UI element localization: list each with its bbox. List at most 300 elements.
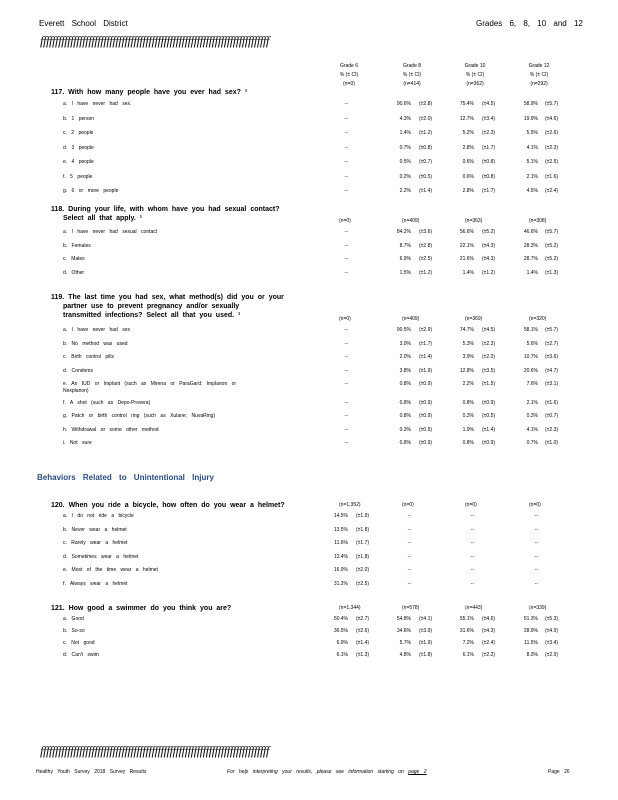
table-row [0,188,618,197]
column-2-n: (n=414) [403,81,421,87]
column-2-grade: Grade 8 [402,63,422,69]
cell-percent: 19.9% [523,115,538,122]
cell-percent: 2.8% [462,188,474,194]
table-row [0,652,618,661]
row-label: c. Not good [63,640,95,646]
cell-percent: 1.9% [462,426,474,433]
table-row [0,256,618,265]
row-label: f. Always wear a helmet [63,580,128,587]
cell-ci: (±2.7) [545,340,559,347]
cell-ci: (±2.3) [545,144,559,151]
table-row [0,381,618,394]
table-row [0,243,618,252]
cell-ci: (±5.2) [482,229,496,235]
cell-percent: 3.9% [462,354,474,360]
cell-percent: -- [344,229,348,235]
cell-percent: 28.9% [523,628,538,634]
cell-ci: (±1.7) [482,188,496,194]
row-label: d. Other [63,269,85,276]
grades-label: Grades 6, 8, 10 and 12 [476,19,583,28]
cell-percent: -- [344,115,348,122]
row-label: a. I have never had sex [63,327,130,333]
q119-question-line: 119. The last time you had sex, what method(s) did you or your [51,294,284,301]
cell-percent: 2.2% [399,188,411,194]
cell-percent: 0.3% [526,413,538,419]
cell-percent: 0.8% [399,399,411,406]
cell-percent: 13.5% [333,526,348,533]
cell-percent: 3.8% [399,367,411,374]
cell-percent: 6.9% [399,256,411,262]
cell-ci: (±0.5) [482,413,496,419]
row-label: f. A shot (such as Depo-Provera) [63,399,151,406]
cell-percent: 8.3% [526,652,538,658]
row-label: a. I have never had sex. [63,101,132,107]
table-row [0,554,618,563]
q119-n-col-3: (n=369) [465,316,483,322]
cell-percent: 12.8% [459,367,474,374]
cell-ci: (±1.7) [356,540,370,546]
cell-percent: 4.8% [399,652,411,658]
row-label: e. An IUD or Implant (such as Mirena or ParaGard; Implanon or [63,381,237,387]
cell-ci: (±2.0) [482,354,496,360]
row-label: b. Never wear a helmet [63,526,127,533]
cell-ci: (±0.7) [419,159,433,165]
table-row [0,616,618,625]
q121-question [51,604,231,613]
cell-percent: 75.4% [459,101,474,107]
cell-percent: -- [534,513,538,519]
cell-ci: (±2.9) [419,327,433,333]
column-4-unit: % (± CI) [529,72,549,78]
cell-ci: (±2.6) [545,130,559,136]
cell-percent: -- [344,173,348,180]
q117-question-line: 117. With how many people have you ever had sex? ¹ [51,89,248,96]
q119-n-col-4: (n=320) [529,316,547,322]
footer-rule: ffffffffffffffffffffffffffffffffffffffffffffffffffffffffffffffffffffffffffff [40,743,269,758]
q121-question-line: 121. How good a swimmer do you think you are? [51,605,232,612]
row-label: b. No method was used [63,340,128,347]
cell-percent: -- [344,340,348,347]
column-1-unit: % (± CI) [339,72,359,78]
row-label: a. I do not ride a bicycle [63,513,134,519]
cell-ci: (±1.2) [419,130,433,136]
row-label: c. Males [63,256,85,262]
cell-percent: 0.6% [462,159,474,165]
cell-percent: 51.3% [523,616,538,622]
row-label: d. Sometimes wear a helmet [63,553,139,560]
table-row [0,130,618,139]
cell-ci: (±3.6) [419,229,433,235]
cell-percent: -- [344,399,348,406]
cell-ci: (±0.9) [419,381,433,387]
table-row [0,527,618,536]
cell-percent: -- [344,159,348,165]
cell-percent: 11.6% [334,540,348,546]
cell-ci: (±2.0) [419,115,433,122]
cell-ci: (±2.0) [356,567,370,573]
cell-ci: (±2.3) [482,340,496,347]
cell-percent: 1.4% [526,269,538,276]
cell-ci: (±2.4) [482,640,496,646]
cell-ci: (±4.6) [482,616,496,622]
cell-ci: (±3.9) [419,628,433,634]
cell-ci: (±1.2) [482,269,496,276]
row-label: b. 1 person [63,115,95,122]
row-label: b. Females [63,242,91,249]
q119-question [51,293,284,320]
table-row [0,145,618,154]
cell-percent: 58.1% [523,327,538,333]
cell-ci: (±2.8) [419,242,433,249]
cell-percent: -- [407,553,411,560]
cell-percent: -- [407,580,411,587]
cell-percent: -- [407,526,411,533]
cell-percent: -- [534,526,538,533]
cell-percent: -- [344,269,348,276]
cell-percent: 10.7% [523,354,538,360]
q121-n-col-1: (n=1,344) [339,605,361,611]
cell-percent: -- [344,188,348,194]
cell-percent: 12.4% [333,553,348,560]
row-label: e. Most of the time wear a helmet [63,567,158,573]
cell-ci: (±5.7) [545,229,559,235]
row-label: a. Good [63,616,84,622]
section-title: Behaviors Related to Unintentional Injury [37,473,214,482]
cell-percent: -- [534,553,538,560]
q118-question-line: Select all that apply. ¹ [63,215,143,222]
cell-ci: (±2.5) [545,159,559,165]
cell-percent: 14.5% [333,513,348,519]
column-1-n: (n=0) [343,81,355,87]
row-label: g. 6 or more people [63,188,119,194]
cell-percent: 90.6% [396,101,411,107]
cell-ci: (±1.3) [545,269,559,276]
cell-percent: 5.7% [399,640,411,646]
cell-ci: (±1.2) [419,269,433,276]
cell-percent: 90.5% [396,327,411,333]
cell-ci: (±4.5) [482,101,496,107]
cell-ci: (±1.4) [419,354,433,360]
page-number: Page 26 [548,769,570,775]
cell-ci: (±5.7) [545,101,559,107]
cell-percent: 1.4% [462,269,474,276]
cell-ci: (±0.9) [419,413,433,419]
cell-percent: 11.5% [524,640,538,646]
table-row [0,628,618,637]
row-label: h. Withdrawal or some other method [63,426,159,433]
table-row [0,354,618,363]
footer-help [227,769,427,775]
cell-percent: 5.3% [462,340,474,347]
q120-question [51,501,285,510]
cell-percent: 20.6% [523,367,538,374]
cell-ci: (±0.5) [419,426,433,433]
cell-percent: 22.1% [459,242,474,249]
cell-percent: 7.2% [462,640,474,646]
cell-percent: 1.5% [399,269,411,276]
row-label: i. Not sure [63,440,92,446]
cell-percent: 2.2% [462,381,474,387]
cell-percent: 5.2% [462,130,474,136]
row-label: c. Birth control pills [63,354,114,360]
cell-ci: (±5.2) [545,256,559,262]
cell-percent: -- [344,426,348,433]
cell-ci: (±1.4) [356,640,370,646]
cell-percent: 0.5% [399,159,411,165]
cell-ci: (±0.9) [419,399,433,406]
cell-ci: (±1.7) [419,340,433,347]
cell-ci: (±4.3) [482,242,496,249]
cell-percent: 5.1% [526,159,538,165]
cell-ci: (±0.8) [419,144,433,151]
cell-ci: (±4.9) [545,628,559,634]
cell-percent: 34.6% [396,628,411,634]
cell-percent: -- [344,381,348,387]
footer-help-text: For help interpreting your results, please see information starting on [227,769,404,775]
cell-ci: (±1.4) [482,426,496,433]
cell-ci: (±1.9) [419,640,433,646]
cell-percent: -- [344,242,348,249]
district-name: Everett School District [39,19,128,28]
q119-n-col-2: (n=409) [402,316,420,322]
cell-percent: 36.5% [333,628,348,634]
cell-percent: 0.8% [399,413,411,419]
cell-ci: (±1.7) [482,144,496,151]
row-label: d. Can't swim [63,652,99,658]
q120-n-col-2: (n=0) [402,502,414,508]
cell-percent: 0.3% [399,426,411,433]
cell-percent: 2.0% [399,354,411,360]
cell-ci: (±2.9) [545,652,559,658]
cell-percent: -- [344,144,348,151]
cell-percent: -- [534,540,538,546]
cell-ci: (±4.3) [482,256,496,262]
cell-percent: 0.3% [462,413,474,419]
table-row [0,229,618,238]
cell-ci: (±0.9) [482,399,496,406]
cell-ci: (±1.6) [545,173,559,180]
row-label: d. 3 people [63,144,94,151]
row-label: c. 2 people [63,130,94,136]
table-row [0,540,618,549]
table-row [0,327,618,336]
cell-percent: -- [344,413,348,419]
cell-ci: (±2.6) [356,628,370,634]
row-label: b. So-so [63,628,85,634]
cell-ci: (±2.5) [356,580,370,587]
cell-percent: 8.7% [399,242,411,249]
header-rule: ffffffffffffffffffffffffffffffffffffffffffffffffffffffffffffffffffffffffffff [40,33,269,48]
cell-ci: (±1.5) [482,381,496,387]
cell-percent: 0.8% [462,399,474,406]
table-row [0,640,618,649]
cell-percent: 4.5% [526,188,538,194]
column-3-unit: % (± CI) [465,72,485,78]
q118-n-col-2: (n=409) [402,218,420,224]
cell-percent: 0.7% [399,144,411,151]
q119-question-line: transmitted infections? Select all that you used. ¹ [63,312,241,319]
cell-ci: (±2.3) [482,130,496,136]
cell-ci: (±4.7) [545,367,559,374]
column-1-grade: Grade 6 [339,63,359,69]
cell-ci: (±1.8) [356,553,370,560]
cell-percent: 46.6% [523,229,538,235]
cell-percent: 4.3% [399,115,411,122]
cell-percent: 0.8% [399,381,411,387]
cell-ci: (±4.5) [482,327,496,333]
cell-percent: 4.1% [526,426,538,433]
cell-percent: 5.6% [526,340,538,347]
cell-ci: (±2.5) [419,256,433,262]
row-label: d. Condoms [63,367,93,374]
table-row [0,440,618,449]
cell-percent: -- [344,367,348,374]
cell-percent: 2.1% [526,173,538,180]
cell-percent: 55.1% [459,616,474,622]
cell-percent: 3.0% [399,340,411,347]
cell-percent: 74.7% [459,327,474,333]
column-2-unit: % (± CI) [402,72,422,78]
cell-percent: 12.7% [459,115,474,122]
footer-survey-title [36,769,146,775]
q120-n-col-1: (n=1,352) [339,502,361,508]
cell-percent: -- [470,513,474,519]
table-row [0,270,618,279]
cell-ci: (±4.3) [482,628,496,634]
cell-percent: -- [344,354,348,360]
table-row [0,116,618,125]
cell-percent: 28.7% [523,256,538,262]
cell-percent: 0.8% [462,440,474,446]
cell-ci: (±3.4) [545,640,559,646]
cell-percent: -- [407,567,411,573]
footer-survey-text: Healthy Youth Survey 2018 Survey Results [36,769,147,775]
row-label: c. Rarely wear a helmet [63,540,128,546]
cell-percent: 2.8% [462,144,474,151]
table-row [0,513,618,522]
column-3-grade: Grade 10 [464,63,486,69]
cell-percent: 0.2% [399,173,411,180]
cell-percent: 54.8% [396,616,411,622]
cell-percent: -- [344,327,348,333]
q120-n-col-3: (n=0) [465,502,477,508]
cell-ci: (±1.8) [356,526,370,533]
cell-percent: 4.1% [526,144,538,151]
table-row [0,400,618,409]
cell-percent: 0.6% [462,173,474,180]
row-label: a. I have never had sexual contact [63,229,158,235]
cell-percent: -- [534,567,538,573]
cell-percent: 7.6% [526,381,538,387]
cell-percent: -- [470,580,474,587]
cell-percent: 0.7% [526,440,538,446]
cell-percent: 56.6% [459,229,474,235]
cell-percent: -- [344,101,348,107]
table-row [0,413,618,422]
cell-ci: (±5.2) [545,242,559,249]
cell-ci: (±3.6) [545,354,559,360]
cell-ci: (±1.9) [356,513,370,519]
cell-ci: (±1.3) [356,652,370,658]
table-row [0,368,618,377]
cell-ci: (±5.3) [545,616,559,622]
q118-question-line: 118. During your life, with whom have you had sexual contact? [51,206,280,213]
cell-percent: 50.4% [333,616,348,622]
cell-percent: -- [470,567,474,573]
table-row [0,159,618,168]
cell-percent: 21.6% [459,256,474,262]
row-label-continued: Nexplanon) [63,388,89,394]
cell-percent: 1.4% [399,130,411,136]
cell-ci: (±1.0) [545,440,559,446]
cell-ci: (±0.5) [419,173,433,180]
cell-ci: (±1.9) [419,367,433,374]
table-row [0,174,618,183]
table-row [0,427,618,436]
cell-ci: (±4.6) [545,115,559,122]
cell-percent: -- [344,130,348,136]
q119-question-line: partner use to prevent pregnancy and/or sexually [63,303,240,310]
cell-ci: (±2.3) [545,426,559,433]
cell-ci: (±1.4) [419,188,433,194]
cell-ci: (±0.7) [545,413,559,419]
table-row [0,101,618,110]
cell-ci: (±5.7) [545,327,559,333]
cell-percent: 58.9% [523,101,538,107]
cell-percent: -- [470,553,474,560]
q119-n-col-1: (n=0) [339,316,351,322]
cell-ci: (±0.8) [482,173,496,180]
q117-question [51,88,247,97]
cell-percent: 16.9% [333,567,348,573]
cell-percent: 28.3% [523,242,538,249]
footer-page-link[interactable]: page 2 [408,769,427,775]
cell-ci: (±0.8) [482,159,496,165]
cell-ci: (±1.6) [545,399,559,406]
cell-percent: 0.8% [399,440,411,446]
cell-ci: (±2.4) [545,188,559,194]
cell-percent: 6.1% [336,652,348,658]
cell-percent: -- [344,256,348,262]
q121-n-col-4: (n=339) [529,605,547,611]
cell-percent: 5.5% [526,130,538,136]
cell-ci: (±0.9) [419,440,433,446]
cell-ci: (±2.7) [356,616,370,622]
q120-question-line: 120. When you ride a bicycle, how often do you wear a helmet? [51,502,285,509]
cell-percent: -- [344,440,348,446]
cell-ci: (±3.5) [482,367,496,374]
q121-n-col-3: (n=443) [465,605,483,611]
column-3-n: (n=362) [466,81,484,87]
cell-ci: (±0.9) [482,440,496,446]
cell-ci: (±1.8) [419,652,433,658]
cell-percent: -- [470,526,474,533]
cell-percent: 31.6% [459,628,474,634]
q118-n-col-3: (n=363) [465,218,483,224]
row-label: e. 4 people [63,159,94,165]
cell-ci: (±2.2) [482,652,496,658]
cell-percent: 2.1% [526,399,538,406]
cell-ci: (±3.4) [482,115,496,122]
table-row [0,567,618,576]
q118-n-col-1: (n=0) [339,218,351,224]
cell-percent: 31.2% [333,580,348,587]
cell-ci: (±3.1) [545,381,559,387]
column-4-n: (n=292) [530,81,548,87]
cell-ci: (±2.8) [419,101,433,107]
cell-percent: -- [470,540,474,546]
table-row [0,341,618,350]
